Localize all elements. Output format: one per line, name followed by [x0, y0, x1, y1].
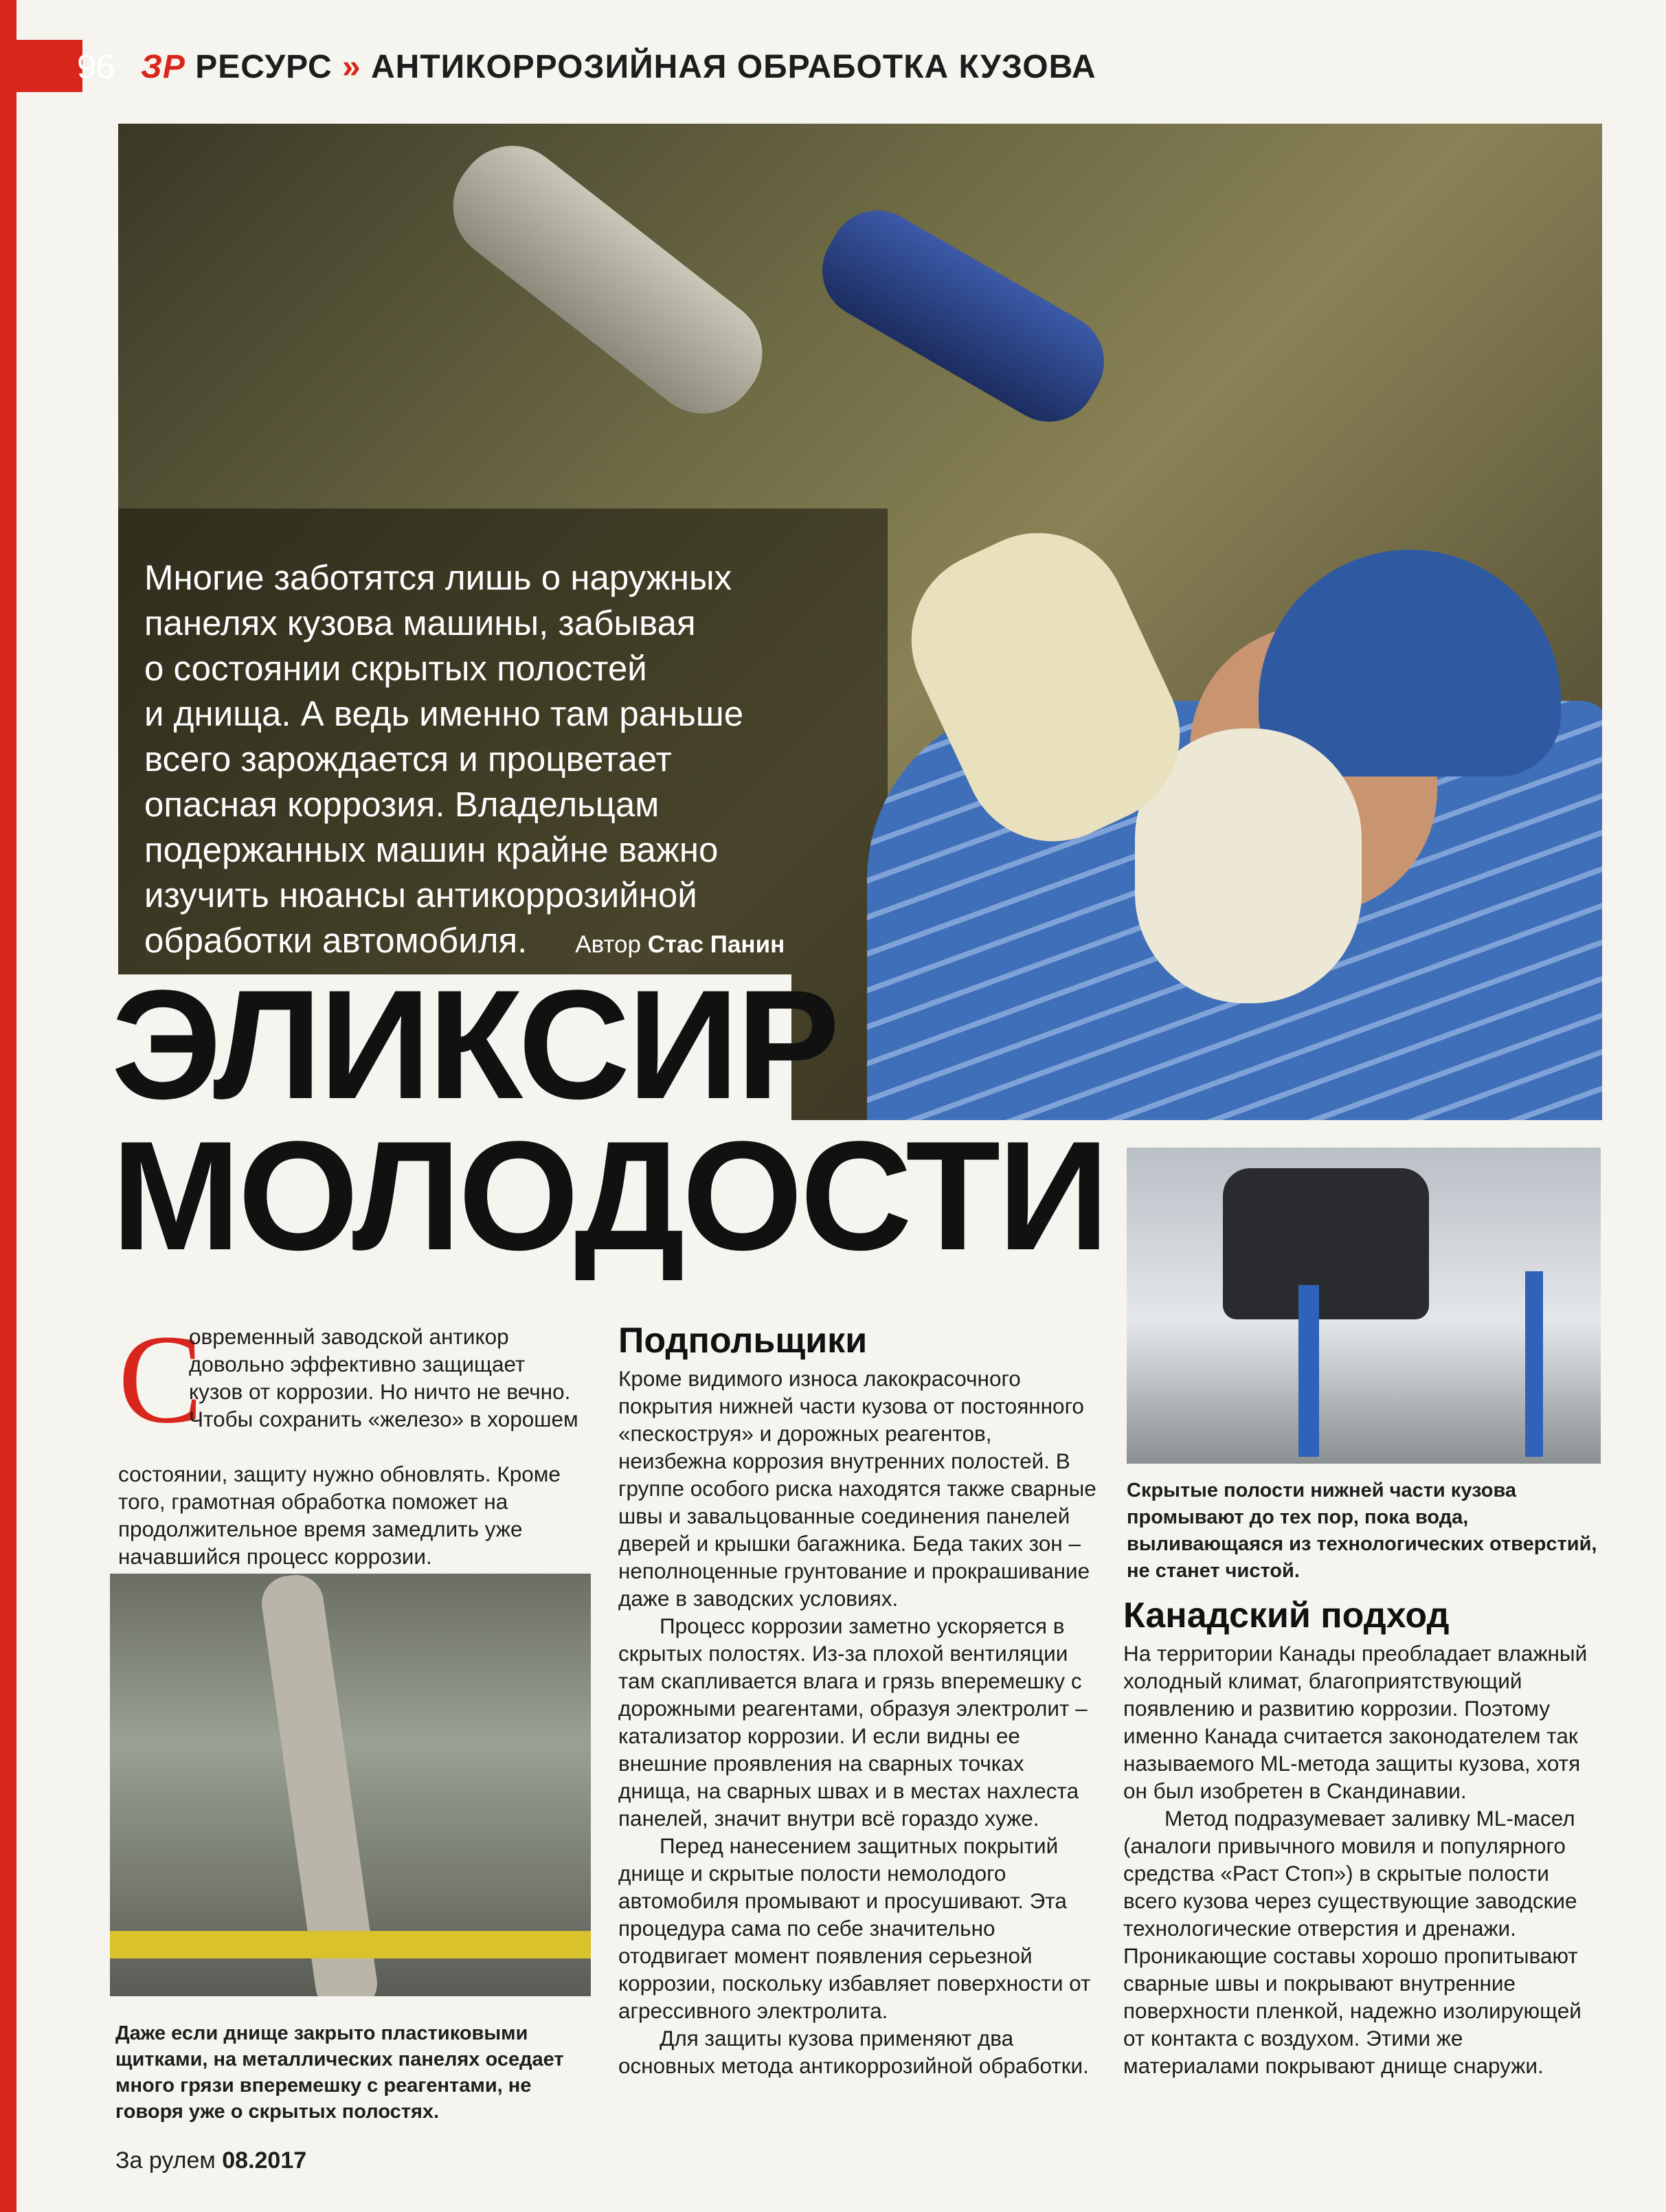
rubric-topic: АНТИКОРРОЗИЙНАЯ ОБРАБОТКА КУЗОВА: [371, 49, 1096, 85]
lede-line: и днища. А ведь именно там раньше: [144, 694, 744, 733]
author-label: Автор: [575, 931, 641, 958]
body-paragraph: Для защиты кузова применяют два основных метода антикоррозийной обработки.: [618, 2026, 1089, 2078]
underbody-photo: [110, 1574, 591, 1996]
page-number: 96: [77, 47, 115, 86]
intro-continued: [118, 1460, 592, 1570]
rubric-brand: ЗР: [141, 49, 185, 85]
exhaust-pipe-shape: [431, 124, 784, 436]
lede: [144, 555, 804, 968]
lede-line: Многие заботятся лишь о наружных: [144, 558, 732, 597]
intro-text: [189, 1323, 591, 1433]
rubric: [141, 48, 1096, 86]
intro-line: кузов от коррозии. Но ничто не вечно.: [189, 1379, 571, 1404]
body-paragraph: Процесс коррозии заметно ускоряется в скрытых полостях. Из-за плохой вентиляции там скапливается влага и грязь вперемешку с дорожными реагентами, образуя электролит – катализатор коррозии. И если видны ее внешние проявления на сварных точках днища, на сварных швах и в местах нахлеста панелей, значит внутри всё гораздо хуже.: [618, 1613, 1088, 1831]
body-paragraph: Метод подразумевает заливку ML-масел (аналоги привычного мовиля и популярного средства «Раст Стоп») в скрытые полости всего кузова через существующие заводские технологические отверстия и дренажи. Проникающие составы хорошо пропитывают сварные швы и покрывают внутренние поверхности пленкой, надежно изолирующей от контакта с воздухом. Этими же материалами покрывают днище снаружи.: [1123, 1806, 1581, 2078]
lift-post-shape: [1298, 1285, 1319, 1457]
lede-line: опасная коррозия. Владельцам: [144, 785, 660, 824]
rubric-separator: »: [341, 49, 361, 85]
author-name: Стас Панин: [647, 931, 785, 958]
footer: [115, 2147, 306, 2174]
rubric-section: РЕСУРС: [195, 49, 333, 85]
article-title: [111, 957, 1107, 1282]
lift-arm-shape: [110, 1931, 591, 1958]
lift-washing-photo: [1127, 1148, 1601, 1464]
lift-post-shape: [1525, 1271, 1543, 1457]
intro-line: довольно эффективно защищает: [189, 1352, 526, 1376]
page-number-box: [0, 40, 82, 92]
lede-line: всего зарождается и процветает: [144, 739, 672, 779]
title-line-2: МОЛОДОСТИ: [111, 1108, 1107, 1282]
footer-issue: 08.2017: [222, 2147, 307, 2174]
section-heading: Канадский подход: [1123, 1596, 1450, 1635]
title-line-1: ЭЛИКСИР: [111, 957, 837, 1131]
lede-line: о состоянии скрытых полостей: [144, 649, 647, 688]
lede-line: обработки автомобиля.: [144, 921, 528, 960]
underbody-photo-caption: Даже если днище закрыто пластиковыми щитками, на металлических панелях оседает много грязи вперемешку с реагентами, не говоря уже о скрытых полостях.: [115, 2022, 564, 2123]
section-heading: Подпольщики: [618, 1321, 868, 1361]
page-edge-stripe: [0, 0, 16, 2212]
lede-line: подержанных машин крайне важно: [144, 830, 719, 869]
section-canadian: [1123, 1594, 1604, 2079]
intro-line: овременный заводской антикор: [189, 1324, 509, 1349]
car-on-lift-shape: [1223, 1168, 1429, 1319]
muffler-shape: [804, 193, 1121, 440]
intro-line: Чтобы сохранить «железо» в хорошем: [189, 1407, 578, 1431]
section-underground: [618, 1319, 1099, 2079]
lede-line: панелях кузова машины, забывая: [144, 603, 696, 643]
body-paragraph: Кроме видимого износа лакокрасочного покрытия нижней части кузова от постоянного «пескоструя» и дорожных реагентов, неизбежна коррозия внутренних полостей. В группе особого риска находятся также сварные швы и завальцованные соединения панелей дверей и крышки багажника. Беда таких зон – неполноценные грунтование и прокрашивание даже в заводских условиях.: [618, 1366, 1096, 1611]
lede-line: изучить нюансы антикоррозийной: [144, 875, 697, 915]
footer-magazine: За рулем: [115, 2147, 216, 2174]
lift-washing-photo-caption: Скрытые полости нижней части кузова промывают до тех пор, пока вода, выливающаяся из технологических отверстий, не станет чистой.: [1127, 1479, 1597, 1582]
drop-cap: С: [118, 1309, 203, 1450]
intro-paragraph: состоянии, защиту нужно обновлять. Кроме того, грамотная обработка поможет на продолжительное время замедлить уже начавшийся процесс коррозии.: [118, 1462, 561, 1569]
body-paragraph: Перед нанесением защитных покрытий днище и скрытые полости немолодого автомобиля промывают и просушивают. Эта процедура сама по себе значительно отодвигает момент появления серьезной коррозии, поскольку избавляет поверхности от агрессивного электролита.: [618, 1833, 1091, 2023]
body-paragraph: На территории Канады преобладает влажный холодный климат, благоприятствующий появлению и развитию коррозии. Поэтому именно Канада считается законодателем так называемого ML-метода защиты кузова, хотя он был изобретен в Скандинавии.: [1123, 1641, 1588, 1803]
author-credit: [575, 931, 785, 958]
